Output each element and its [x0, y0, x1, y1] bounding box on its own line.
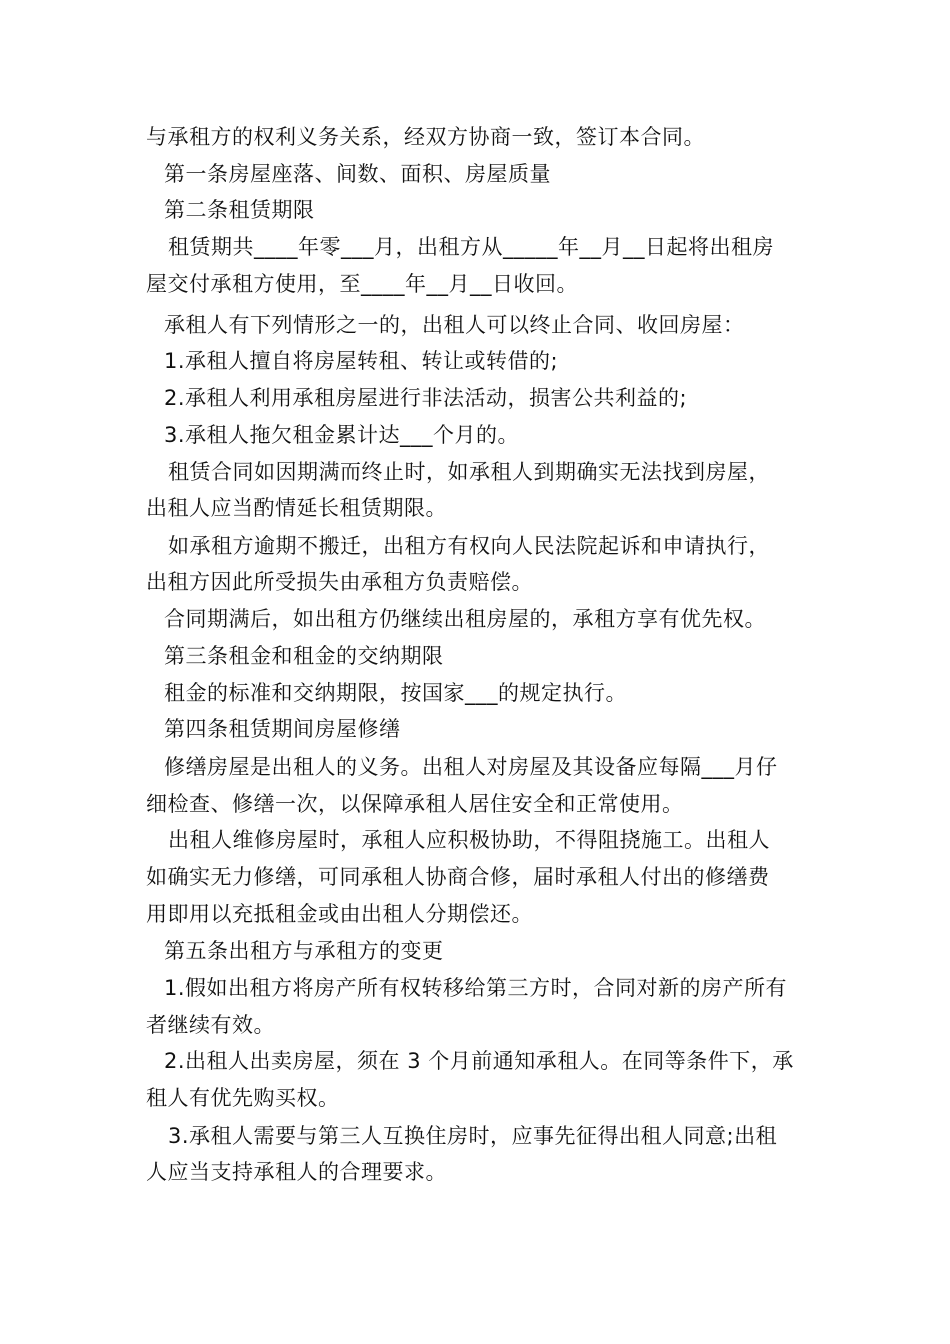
- section-heading-5: 第五条出租方与承租方的变更: [164, 939, 444, 963]
- list-item: 3.承租人拖欠租金累计达___个月的。: [164, 423, 520, 447]
- body-line: 租赁合同如因期满而终止时，如承租人到期确实无法找到房屋，: [168, 460, 770, 484]
- body-line: 出租人应当酌情延长租赁期限。: [146, 496, 447, 520]
- list-item: 2.出租人出卖房屋，须在 3 个月前通知承租人。在同等条件下，承: [164, 1049, 794, 1073]
- body-line: 租赁期共____年零___月，出租方从_____年__月__日起将出租房: [168, 235, 774, 259]
- section-heading-4: 第四条租赁期间房屋修缮: [164, 717, 401, 741]
- section-heading-1: 第一条房屋座落、间数、面积、房屋质量: [164, 162, 551, 186]
- body-line: 修缮房屋是出租人的义务。出租人对房屋及其设备应每隔___月仔: [164, 755, 778, 779]
- body-line: 租金的标准和交纳期限，按国家___的规定执行。: [164, 681, 627, 705]
- body-line: 与承租方的权利义务关系，经双方协商一致，签订本合同。: [146, 125, 705, 149]
- list-item: 1.假如出租方将房产所有权转移给第三方时，合同对新的房产所有: [164, 976, 788, 1000]
- body-line: 屋交付承租方使用，至____年__月__日收回。: [146, 272, 578, 296]
- body-line: 如承租方逾期不搬迁，出租方有权向人民法院起诉和申请执行，: [168, 534, 770, 558]
- body-line: 用即用以充抵租金或由出租人分期偿还。: [146, 902, 533, 926]
- body-line: 出租方因此所受损失由承租方负责赔偿。: [146, 570, 533, 594]
- list-item: 1.承租人擅自将房屋转租、转让或转借的;: [164, 349, 559, 373]
- section-heading-2: 第二条租赁期限: [164, 198, 315, 222]
- list-item-continuation: 人应当支持承租人的合理要求。: [146, 1160, 447, 1184]
- list-item-continuation: 者继续有效。: [146, 1013, 275, 1037]
- body-line: 承租人有下列情形之一的，出租人可以终止合同、收回房屋：: [164, 313, 745, 337]
- list-item: 3.承租人需要与第三人互换住房时，应事先征得出租人同意;出租: [168, 1124, 778, 1148]
- body-line: 如确实无力修缮，可同承租人协商合修，届时承租人付出的修缮费: [146, 865, 770, 889]
- list-item: 2.承租人利用承租房屋进行非法活动，损害公共利益的;: [164, 386, 688, 410]
- section-heading-3: 第三条租金和租金的交纳期限: [164, 644, 444, 668]
- body-line: 细检查、修缮一次，以保障承租人居住安全和正常使用。: [146, 792, 684, 816]
- body-line: 出租人维修房屋时，承租人应积极协助，不得阻挠施工。出租人: [168, 828, 770, 852]
- list-item-continuation: 租人有优先购买权。: [146, 1086, 340, 1110]
- body-line: 合同期满后，如出租方仍继续出租房屋的，承租方享有优先权。: [164, 607, 766, 631]
